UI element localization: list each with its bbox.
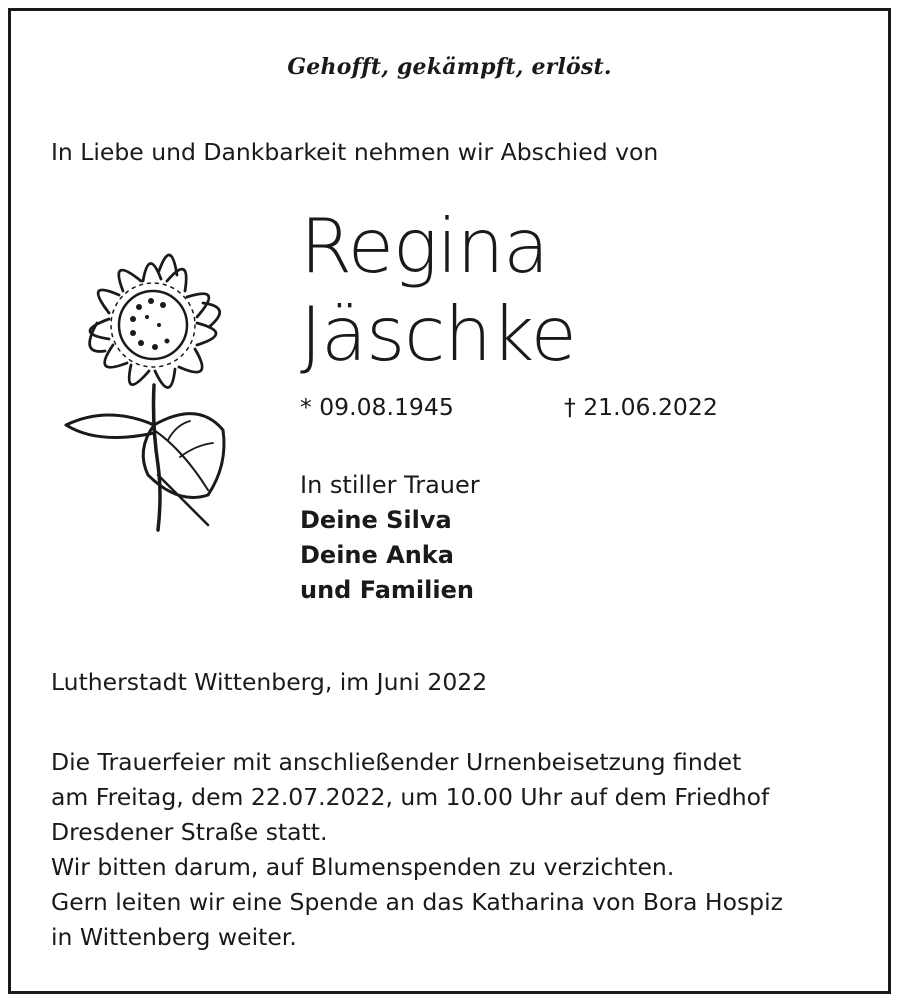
place-date: Lutherstadt Wittenberg, im Juni 2022 — [51, 668, 488, 696]
sunflower-icon — [58, 225, 248, 545]
service-info — [51, 745, 783, 955]
service-line: Dresdener Straße statt. — [51, 818, 328, 846]
mourners-block — [300, 468, 480, 608]
death-date: † 21.06.2022 — [564, 393, 718, 421]
motto: Gehofft, gekämpft, erlöst. — [287, 54, 612, 80]
last-name: Jäschke — [300, 290, 576, 378]
mourner-line: und Familien — [300, 576, 474, 604]
mourner-line: Deine Anka — [300, 541, 454, 569]
mourners-intro: In stiller Trauer — [300, 471, 480, 499]
service-line: in Wittenberg weiter. — [51, 923, 297, 951]
intro-text: In Liebe und Dankbarkeit nehmen wir Abschied von — [51, 138, 659, 166]
deceased-name — [300, 202, 576, 378]
service-line: Die Trauerfeier mit anschließender Urnenbeisetzung findet — [51, 748, 742, 776]
mourner-line: Deine Silva — [300, 506, 452, 534]
service-line: Gern leiten wir eine Spende an das Katharina von Bora Hospiz — [51, 888, 783, 916]
birth-date: * 09.08.1945 — [300, 393, 454, 421]
service-line: am Freitag, dem 22.07.2022, um 10.00 Uhr auf dem Friedhof — [51, 783, 770, 811]
service-line: Wir bitten darum, auf Blumenspenden zu verzichten. — [51, 853, 675, 881]
first-name: Regina — [300, 202, 549, 290]
